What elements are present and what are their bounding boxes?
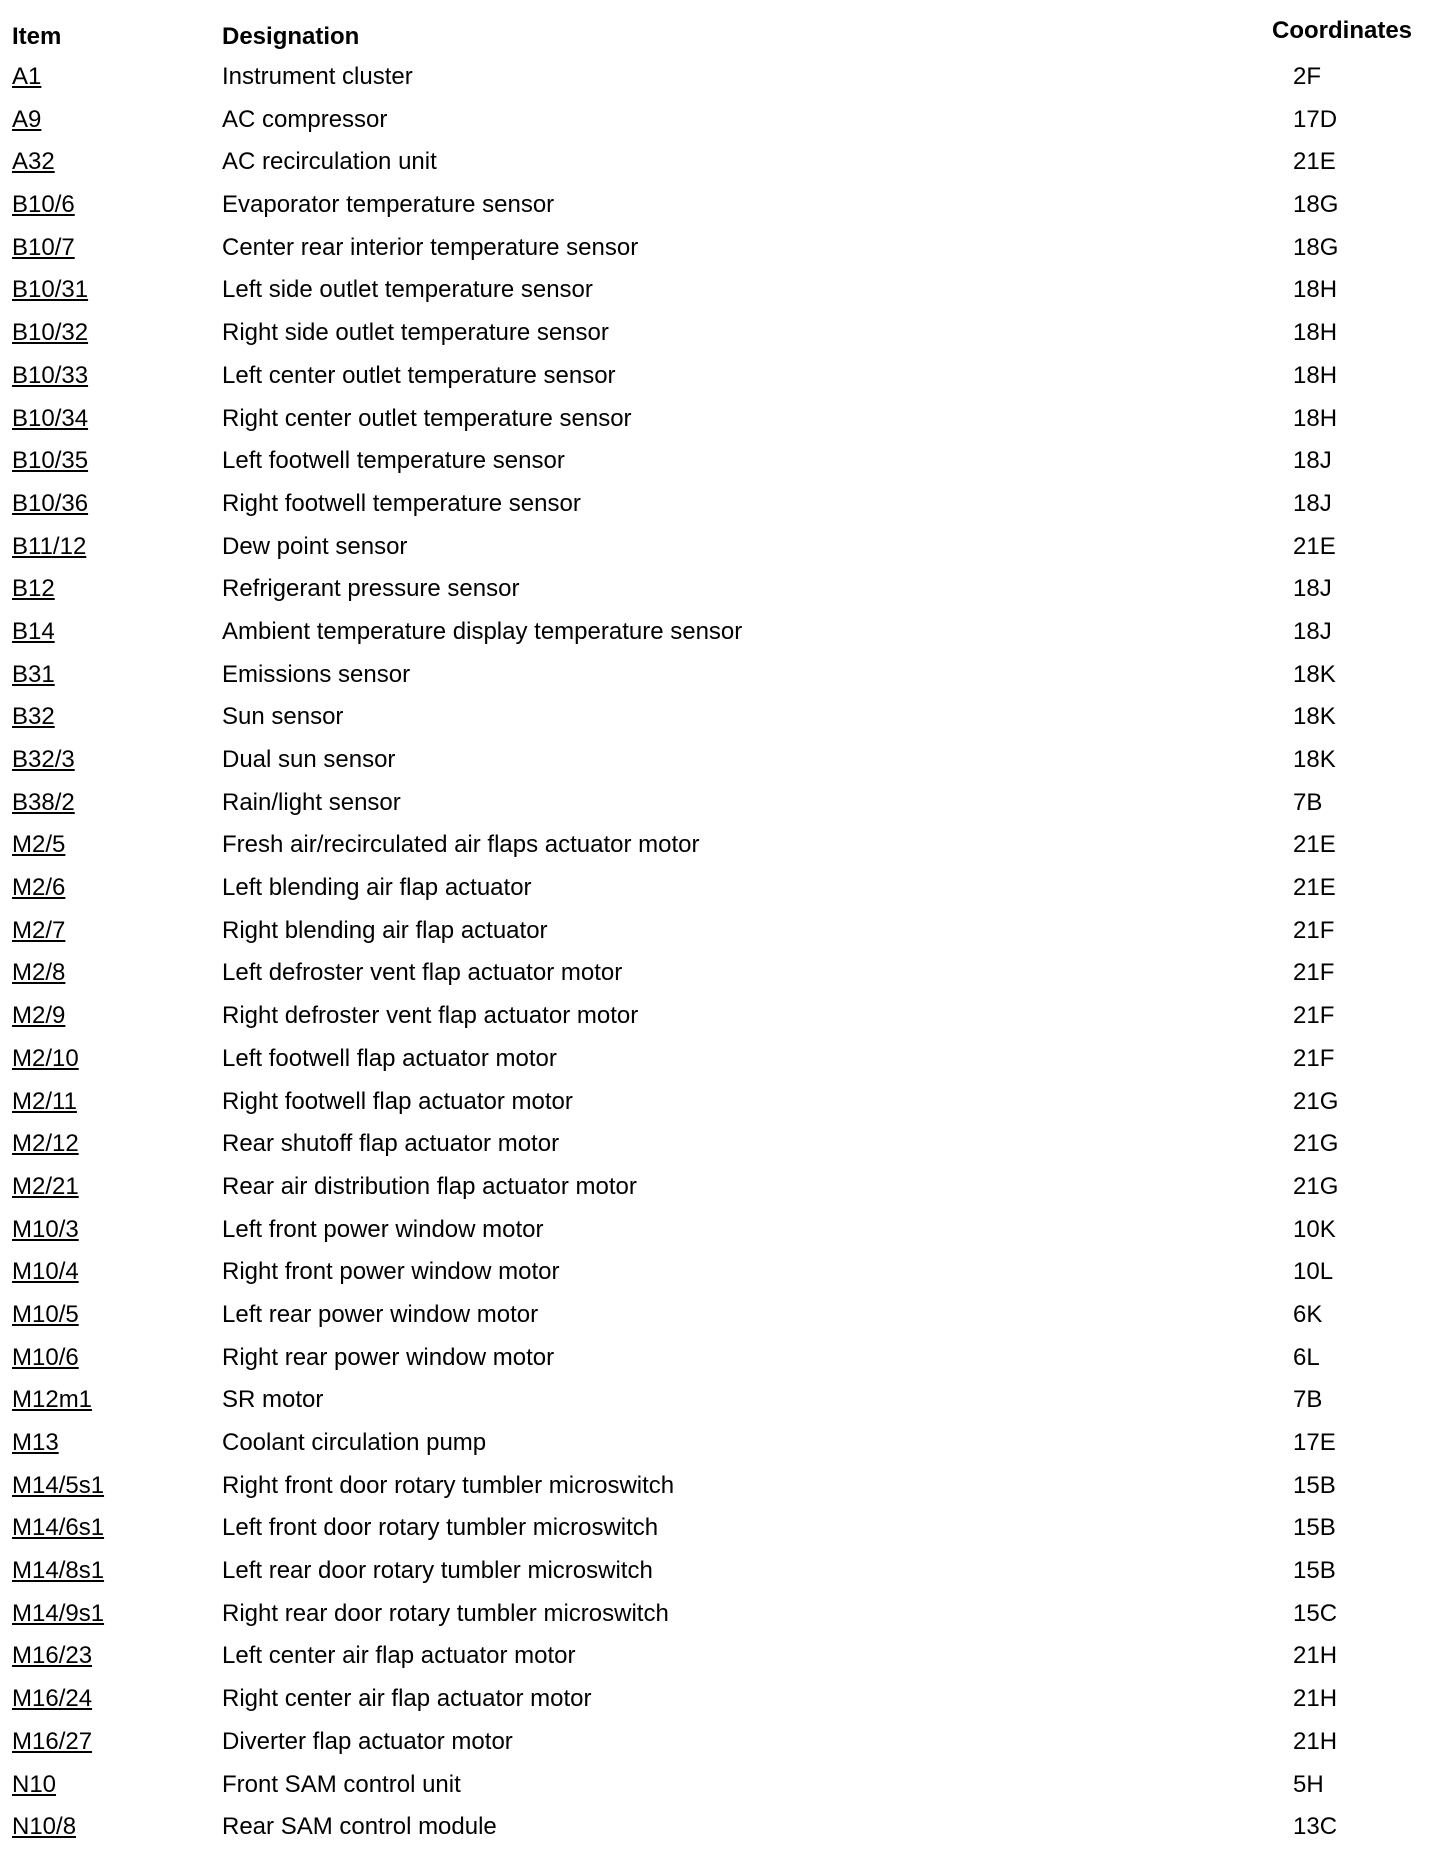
designation-cell: Right footwell temperature sensor [222, 489, 581, 517]
designation-cell: Fresh air/recirculated air flaps actuator motor [222, 831, 700, 859]
table-row [0, 574, 1440, 617]
item-link[interactable]: M2/12 [12, 1130, 79, 1158]
coordinates-cell: 18H [1293, 361, 1338, 389]
coordinates-cell: 21G [1293, 1087, 1339, 1115]
table-row [0, 1385, 1440, 1428]
coordinates-cell: 13C [1293, 1813, 1338, 1841]
designation-cell: Instrument cluster [222, 63, 413, 90]
table-row [0, 233, 1440, 276]
coordinates-cell: 15B [1293, 1557, 1336, 1585]
item-link[interactable]: A9 [12, 105, 42, 133]
designation-cell: Right blending air flap actuator [222, 916, 548, 944]
item-link[interactable]: B10/36 [12, 489, 89, 517]
item-link[interactable]: M10/3 [12, 1215, 79, 1243]
designation-cell: SR motor [222, 1386, 324, 1414]
table-row [0, 1300, 1440, 1343]
coordinates-cell: 18H [1293, 319, 1338, 347]
designation-cell: Evaporator temperature sensor [222, 191, 555, 219]
item-link[interactable]: B10/32 [12, 319, 89, 347]
designation-cell: Front SAM control unit [222, 1770, 461, 1798]
table-row [0, 446, 1440, 489]
coordinates-cell: 21H [1293, 1727, 1338, 1755]
item-link[interactable]: M10/5 [12, 1300, 79, 1328]
item-link[interactable]: B10/35 [12, 447, 89, 475]
table-row [0, 1684, 1440, 1727]
item-link[interactable]: B10/33 [12, 361, 89, 389]
item-link[interactable]: M13 [12, 1429, 59, 1456]
table-row [0, 702, 1440, 745]
designation-cell: Rear air distribution flap actuator motor [222, 1172, 637, 1200]
coordinates-cell: 21H [1293, 1685, 1338, 1713]
table-row [0, 1257, 1440, 1300]
designation-cell: Center rear interior temperature sensor [222, 233, 639, 261]
item-link[interactable]: B12 [12, 575, 55, 603]
header-coordinates: Coordinates [1272, 17, 1413, 44]
designation-cell: Left front door rotary tumbler microswitch [222, 1514, 659, 1542]
coordinates-cell: 21G [1293, 1130, 1339, 1158]
coordinates-cell: 21E [1293, 148, 1336, 176]
coordinates-cell: 17D [1293, 105, 1338, 133]
designation-cell: Right rear door rotary tumbler microswitch [222, 1599, 669, 1627]
designation-cell: Coolant circulation pump [222, 1429, 487, 1456]
item-link[interactable]: M2/11 [12, 1087, 77, 1115]
designation-cell: Right center air flap actuator motor [222, 1685, 592, 1713]
designation-cell: Right front door rotary tumbler microswitch [222, 1471, 675, 1499]
item-link[interactable]: M14/8s1 [12, 1557, 105, 1585]
table-row [0, 532, 1440, 575]
table-row [0, 745, 1440, 788]
item-link[interactable]: M14/5s1 [12, 1471, 105, 1499]
designation-cell: Left footwell flap actuator motor [222, 1044, 557, 1072]
designation-cell: Left front power window motor [222, 1215, 544, 1243]
designation-cell: Left rear door rotary tumbler microswitch [222, 1557, 653, 1585]
designation-cell: Ambient temperature display temperature sensor [222, 617, 743, 645]
item-link[interactable]: B31 [12, 660, 55, 688]
item-link[interactable]: M16/24 [12, 1685, 93, 1713]
table-row [0, 1471, 1440, 1514]
designation-cell: Rain/light sensor [222, 788, 401, 816]
designation-cell: Rear SAM control module [222, 1813, 497, 1841]
table-row [0, 489, 1440, 532]
coordinates-cell: 21H [1293, 1642, 1338, 1670]
designation-cell: Right front power window motor [222, 1258, 560, 1286]
item-link[interactable]: A32 [12, 148, 55, 176]
designation-cell: Right defroster vent flap actuator motor [222, 1002, 639, 1030]
item-link[interactable]: M2/10 [12, 1044, 79, 1072]
coordinates-cell: 18H [1293, 404, 1338, 432]
table-row [0, 916, 1440, 959]
item-link[interactable]: M2/7 [12, 916, 66, 944]
designation-cell: Right center outlet temperature sensor [222, 404, 632, 432]
table-row [0, 1556, 1440, 1599]
table-row [0, 1343, 1440, 1386]
coordinates-cell: 18G [1293, 233, 1339, 261]
designation-cell: Left center outlet temperature sensor [222, 361, 616, 389]
table-row [0, 617, 1440, 660]
table-row [0, 1215, 1440, 1258]
coordinates-cell: 18K [1293, 660, 1336, 688]
coordinates-cell: 21E [1293, 532, 1336, 560]
table-row [0, 62, 1440, 105]
designation-cell: Rear shutoff flap actuator motor [222, 1130, 560, 1158]
coordinates-cell: 15C [1293, 1599, 1338, 1627]
coordinates-cell: 18J [1293, 447, 1332, 475]
item-link[interactable]: A1 [12, 63, 42, 90]
table-row [0, 1129, 1440, 1172]
table-row [0, 1770, 1440, 1813]
table-row [0, 318, 1440, 361]
table-row [0, 958, 1440, 1001]
coordinates-cell: 18H [1293, 276, 1338, 304]
table-row [0, 1172, 1440, 1215]
coordinates-cell: 21F [1293, 1044, 1335, 1072]
item-link[interactable]: B32/3 [12, 746, 75, 773]
coordinates-cell: 21E [1293, 831, 1336, 859]
designation-cell: Diverter flap actuator motor [222, 1727, 513, 1755]
coordinates-cell: 7B [1293, 1386, 1323, 1414]
table-row [0, 830, 1440, 873]
designation-cell: Left side outlet temperature sensor [222, 276, 593, 304]
coordinates-cell: 18G [1293, 191, 1339, 219]
designation-cell: Right side outlet temperature sensor [222, 319, 609, 347]
coordinates-cell: 6L [1293, 1343, 1320, 1371]
item-link[interactable]: M16/23 [12, 1642, 93, 1670]
coordinates-cell: 7B [1293, 788, 1323, 816]
designation-cell: Emissions sensor [222, 660, 411, 688]
coordinates-cell: 10L [1293, 1258, 1334, 1286]
coordinates-cell: 21F [1293, 959, 1335, 987]
item-link[interactable]: M2/8 [12, 959, 66, 987]
coordinates-cell: 21F [1293, 1002, 1335, 1030]
table-row [0, 873, 1440, 916]
item-link[interactable]: B32 [12, 703, 55, 731]
table-row [0, 105, 1440, 148]
header-item: Item [12, 23, 62, 50]
table-row [0, 147, 1440, 190]
coordinates-cell: 18J [1293, 489, 1332, 517]
designation-cell: Refrigerant pressure sensor [222, 575, 520, 603]
designation-cell: Right footwell flap actuator motor [222, 1087, 573, 1115]
table-row [0, 190, 1440, 233]
coordinates-cell: 10K [1293, 1215, 1336, 1243]
item-link[interactable]: M2/21 [12, 1172, 79, 1200]
table-row [0, 1727, 1440, 1770]
table-row [0, 1428, 1440, 1471]
header-designation: Designation [222, 23, 360, 50]
item-link[interactable]: M2/9 [12, 1002, 66, 1030]
item-link[interactable]: M2/6 [12, 874, 66, 902]
coordinates-cell: 21G [1293, 1172, 1339, 1200]
table-row [0, 1812, 1440, 1855]
designation-cell: Left blending air flap actuator [222, 874, 532, 902]
coordinates-cell: 21E [1293, 874, 1336, 902]
designation-cell: Right rear power window motor [222, 1343, 555, 1371]
table-row [0, 275, 1440, 318]
item-link[interactable]: M10/6 [12, 1343, 79, 1371]
coordinates-cell: 2F [1293, 63, 1322, 90]
coordinates-cell: 6K [1293, 1300, 1323, 1328]
coordinates-cell: 18K [1293, 746, 1336, 773]
item-link[interactable]: B10/6 [12, 191, 75, 219]
item-link[interactable]: M2/5 [12, 831, 66, 859]
item-link[interactable]: M14/6s1 [12, 1514, 105, 1542]
table-row [0, 1044, 1440, 1087]
coordinates-cell: 21F [1293, 916, 1335, 944]
table-body [0, 62, 1440, 1855]
coordinates-cell: 18J [1293, 575, 1332, 603]
item-link[interactable]: B11/12 [12, 532, 87, 560]
table-row [0, 1641, 1440, 1684]
coordinates-cell: 5H [1293, 1770, 1324, 1798]
designation-cell: AC compressor [222, 105, 388, 133]
designation-cell: Left center air flap actuator motor [222, 1642, 576, 1670]
item-link[interactable]: B38/2 [12, 788, 75, 816]
coordinates-cell: 18K [1293, 703, 1336, 731]
item-link[interactable]: M12m1 [12, 1386, 93, 1414]
item-link[interactable]: B10/31 [12, 276, 89, 304]
item-link[interactable]: M10/4 [12, 1258, 79, 1286]
designation-cell: Sun sensor [222, 703, 344, 731]
item-link[interactable]: B14 [12, 617, 55, 645]
designation-cell: Left footwell temperature sensor [222, 447, 565, 475]
table-row [0, 788, 1440, 831]
designation-cell: AC recirculation unit [222, 148, 437, 176]
designation-cell: Left rear power window motor [222, 1300, 539, 1328]
coordinates-cell: 18J [1293, 617, 1332, 645]
table-row [0, 1001, 1440, 1044]
designation-cell: Dual sun sensor [222, 746, 396, 773]
coordinates-cell: 15B [1293, 1471, 1336, 1499]
item-link[interactable]: N10 [12, 1770, 57, 1798]
coordinates-cell: 17E [1293, 1429, 1336, 1456]
table-row [0, 660, 1440, 703]
item-link[interactable]: B10/34 [12, 404, 89, 432]
table-row [0, 361, 1440, 404]
item-link[interactable]: M16/27 [12, 1727, 93, 1755]
item-link[interactable]: M14/9s1 [12, 1599, 105, 1627]
table-row [0, 404, 1440, 447]
designation-cell: Dew point sensor [222, 532, 408, 560]
item-link[interactable]: B10/7 [12, 233, 75, 261]
table-row [0, 1087, 1440, 1130]
item-link[interactable]: N10/8 [12, 1813, 77, 1841]
designation-cell: Left defroster vent flap actuator motor [222, 959, 623, 987]
table-row [0, 1599, 1440, 1642]
table-row [0, 1513, 1440, 1556]
coordinates-cell: 15B [1293, 1514, 1336, 1542]
